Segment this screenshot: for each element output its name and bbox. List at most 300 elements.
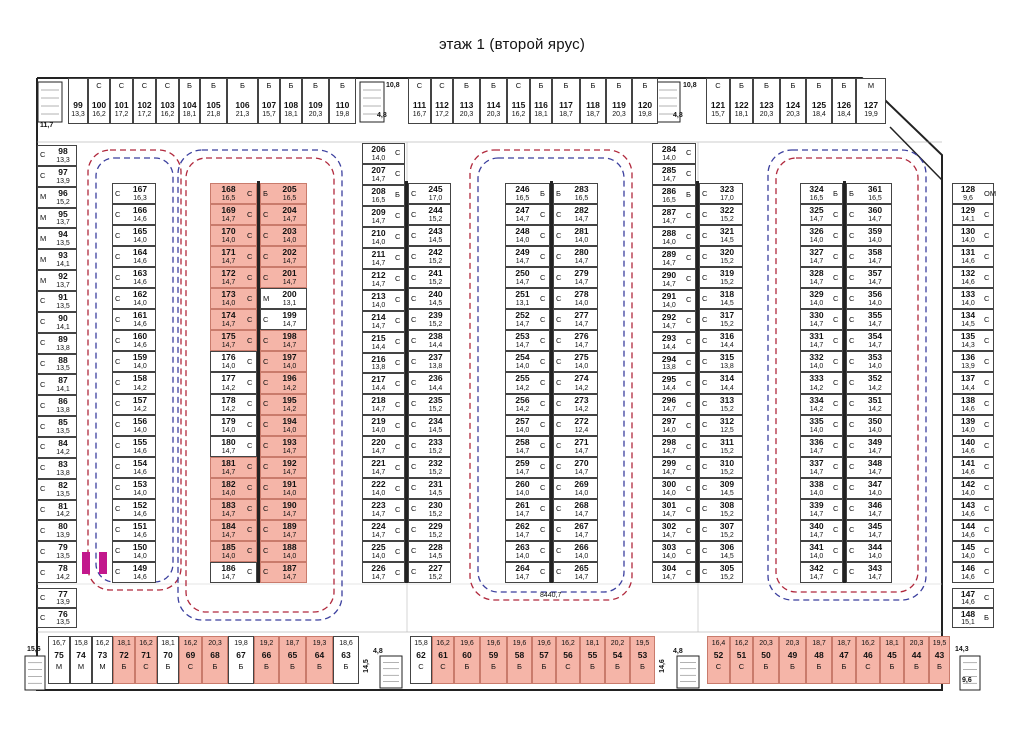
parking-space[interactable]: [952, 499, 994, 520]
parking-space[interactable]: [37, 333, 77, 354]
parking-space[interactable]: [112, 499, 156, 520]
parking-space[interactable]: [952, 309, 994, 330]
parking-space[interactable]: [480, 78, 507, 124]
parking-space[interactable]: [952, 394, 994, 415]
parking-space[interactable]: [408, 78, 431, 124]
parking-space[interactable]: [113, 636, 135, 684]
parking-space[interactable]: [952, 183, 997, 204]
parking-space[interactable]: [800, 394, 843, 415]
parking-space[interactable]: [505, 415, 550, 436]
parking-space[interactable]: [37, 270, 77, 291]
parking-space[interactable]: [362, 541, 405, 562]
parking-space[interactable]: [652, 520, 696, 541]
parking-space[interactable]: [362, 499, 405, 520]
parking-space[interactable]: [800, 246, 843, 267]
parking-space[interactable]: [362, 206, 405, 227]
parking-space[interactable]: [112, 415, 156, 436]
parking-space[interactable]: [260, 415, 307, 436]
parking-space[interactable]: [652, 185, 696, 206]
parking-space[interactable]: [652, 164, 696, 185]
parking-space[interactable]: [431, 78, 453, 124]
parking-space[interactable]: [408, 457, 451, 478]
parking-space[interactable]: [800, 562, 843, 583]
parking-space[interactable]: [806, 78, 832, 124]
parking-space[interactable]: [432, 636, 454, 684]
parking-space[interactable]: [280, 78, 302, 124]
parking-space[interactable]: [37, 479, 77, 500]
parking-space[interactable]: [780, 78, 806, 124]
parking-space[interactable]: [210, 267, 257, 288]
parking-space[interactable]: [408, 288, 451, 309]
parking-space[interactable]: [846, 288, 892, 309]
parking-space[interactable]: [505, 309, 550, 330]
parking-space[interactable]: [260, 541, 307, 562]
parking-space[interactable]: [179, 78, 200, 124]
parking-space[interactable]: [904, 636, 929, 684]
parking-space[interactable]: [453, 78, 480, 124]
parking-space[interactable]: [800, 372, 843, 393]
parking-space[interactable]: [210, 436, 257, 457]
parking-space[interactable]: [779, 636, 806, 684]
parking-space[interactable]: [699, 436, 743, 457]
parking-space[interactable]: [362, 436, 405, 457]
parking-space[interactable]: [699, 246, 743, 267]
parking-space[interactable]: [210, 415, 257, 436]
parking-space[interactable]: [37, 416, 77, 437]
parking-space[interactable]: [260, 351, 307, 372]
parking-space[interactable]: [362, 248, 405, 269]
parking-space[interactable]: [553, 204, 598, 225]
parking-space[interactable]: [210, 562, 257, 583]
parking-space[interactable]: [260, 478, 307, 499]
parking-space[interactable]: [505, 225, 550, 246]
parking-space[interactable]: [505, 267, 550, 288]
parking-space[interactable]: [652, 415, 696, 436]
parking-space[interactable]: [552, 78, 580, 124]
parking-space[interactable]: [507, 636, 532, 684]
parking-space[interactable]: [699, 457, 743, 478]
parking-space[interactable]: [302, 78, 329, 124]
parking-space[interactable]: [699, 562, 743, 583]
parking-space[interactable]: [260, 330, 307, 351]
parking-space[interactable]: [553, 499, 598, 520]
parking-space[interactable]: [505, 499, 550, 520]
parking-space[interactable]: [260, 267, 307, 288]
parking-space[interactable]: [952, 562, 994, 583]
parking-space[interactable]: [699, 499, 743, 520]
parking-space[interactable]: [952, 351, 994, 372]
parking-space[interactable]: [505, 246, 550, 267]
parking-space[interactable]: [480, 636, 507, 684]
parking-space[interactable]: [200, 78, 227, 124]
parking-space[interactable]: [800, 436, 843, 457]
parking-space[interactable]: [112, 520, 156, 541]
parking-space[interactable]: [856, 78, 886, 124]
parking-space[interactable]: [408, 562, 451, 583]
parking-space[interactable]: [699, 372, 743, 393]
parking-space[interactable]: [952, 608, 994, 628]
parking-space[interactable]: [553, 541, 598, 562]
parking-space[interactable]: [362, 394, 405, 415]
parking-space[interactable]: [210, 204, 257, 225]
parking-space[interactable]: [260, 288, 307, 309]
parking-space[interactable]: [952, 288, 994, 309]
parking-space[interactable]: [707, 636, 730, 684]
parking-space[interactable]: [408, 330, 451, 351]
parking-space[interactable]: [652, 478, 696, 499]
parking-space[interactable]: [652, 248, 696, 269]
parking-space[interactable]: [846, 309, 892, 330]
parking-space[interactable]: [952, 267, 994, 288]
parking-space[interactable]: [505, 351, 550, 372]
parking-space[interactable]: [37, 166, 77, 187]
parking-space[interactable]: [37, 562, 77, 583]
parking-space[interactable]: [362, 143, 405, 164]
parking-space[interactable]: [800, 415, 843, 436]
parking-space[interactable]: [37, 541, 77, 562]
parking-space[interactable]: [652, 269, 696, 290]
parking-space[interactable]: [135, 636, 157, 684]
parking-space[interactable]: [408, 267, 451, 288]
parking-space[interactable]: [362, 562, 405, 583]
parking-space[interactable]: [112, 225, 156, 246]
parking-space[interactable]: [210, 394, 257, 415]
parking-space[interactable]: [553, 351, 598, 372]
parking-space[interactable]: [846, 394, 892, 415]
parking-space[interactable]: [800, 499, 843, 520]
parking-space[interactable]: [112, 267, 156, 288]
parking-space[interactable]: [505, 478, 550, 499]
parking-space[interactable]: [800, 330, 843, 351]
parking-space[interactable]: [112, 246, 156, 267]
parking-space[interactable]: [260, 372, 307, 393]
parking-space[interactable]: [37, 249, 77, 270]
parking-space[interactable]: [410, 636, 432, 684]
parking-space[interactable]: [580, 78, 606, 124]
parking-space[interactable]: [846, 436, 892, 457]
parking-space[interactable]: [210, 246, 257, 267]
parking-space[interactable]: [507, 78, 530, 124]
parking-space[interactable]: [800, 541, 843, 562]
parking-space[interactable]: [362, 164, 405, 185]
parking-space[interactable]: [333, 636, 359, 684]
parking-space[interactable]: [408, 246, 451, 267]
parking-space[interactable]: [92, 636, 113, 684]
parking-space[interactable]: [652, 311, 696, 332]
parking-space[interactable]: [408, 225, 451, 246]
parking-space[interactable]: [846, 457, 892, 478]
parking-space[interactable]: [260, 183, 307, 204]
parking-space[interactable]: [632, 78, 658, 124]
parking-space[interactable]: [210, 309, 257, 330]
parking-space[interactable]: [630, 636, 655, 684]
parking-space[interactable]: [580, 636, 605, 684]
parking-space[interactable]: [362, 415, 405, 436]
parking-space[interactable]: [846, 225, 892, 246]
parking-space[interactable]: [37, 437, 77, 458]
parking-space[interactable]: [37, 291, 77, 312]
parking-space[interactable]: [112, 288, 156, 309]
parking-space[interactable]: [157, 636, 179, 684]
parking-space[interactable]: [800, 478, 843, 499]
parking-space[interactable]: [532, 636, 556, 684]
parking-space[interactable]: [553, 225, 598, 246]
parking-space[interactable]: [408, 351, 451, 372]
parking-space[interactable]: [699, 183, 743, 204]
parking-space[interactable]: [846, 267, 892, 288]
parking-space[interactable]: [553, 415, 598, 436]
parking-space[interactable]: [210, 457, 257, 478]
parking-space[interactable]: [846, 330, 892, 351]
parking-space[interactable]: [88, 78, 110, 124]
parking-space[interactable]: [279, 636, 306, 684]
parking-space[interactable]: [846, 541, 892, 562]
parking-space[interactable]: [362, 373, 405, 394]
parking-space[interactable]: [553, 309, 598, 330]
parking-space[interactable]: [112, 541, 156, 562]
parking-space[interactable]: [37, 354, 77, 375]
parking-space[interactable]: [362, 332, 405, 353]
parking-space[interactable]: [48, 636, 70, 684]
parking-space[interactable]: [699, 478, 743, 499]
parking-space[interactable]: [210, 330, 257, 351]
parking-space[interactable]: [408, 309, 451, 330]
parking-space[interactable]: [179, 636, 202, 684]
parking-space[interactable]: [832, 78, 856, 124]
parking-space[interactable]: [553, 436, 598, 457]
parking-space[interactable]: [260, 394, 307, 415]
parking-space[interactable]: [505, 520, 550, 541]
parking-space[interactable]: [112, 478, 156, 499]
parking-space[interactable]: [753, 636, 779, 684]
parking-space[interactable]: [553, 246, 598, 267]
parking-space[interactable]: [846, 204, 892, 225]
parking-space[interactable]: [362, 185, 405, 206]
parking-space[interactable]: [505, 436, 550, 457]
parking-space[interactable]: [699, 520, 743, 541]
parking-space[interactable]: [606, 78, 632, 124]
parking-space[interactable]: [37, 312, 77, 333]
parking-space[interactable]: [553, 520, 598, 541]
parking-space[interactable]: [699, 309, 743, 330]
parking-space[interactable]: [454, 636, 480, 684]
parking-space[interactable]: [112, 183, 156, 204]
parking-space[interactable]: [652, 436, 696, 457]
parking-space[interactable]: [800, 183, 843, 204]
parking-space[interactable]: [408, 415, 451, 436]
parking-space[interactable]: [699, 330, 743, 351]
parking-space[interactable]: [37, 395, 77, 416]
parking-space[interactable]: [210, 288, 257, 309]
parking-space[interactable]: [260, 562, 307, 583]
parking-space[interactable]: [408, 204, 451, 225]
parking-space[interactable]: [505, 183, 550, 204]
parking-space[interactable]: [553, 457, 598, 478]
parking-space[interactable]: [505, 204, 550, 225]
parking-space[interactable]: [408, 499, 451, 520]
parking-space[interactable]: [112, 204, 156, 225]
parking-space[interactable]: [260, 309, 307, 330]
parking-space[interactable]: [699, 541, 743, 562]
parking-space[interactable]: [210, 183, 257, 204]
parking-space[interactable]: [37, 208, 77, 229]
parking-space[interactable]: [112, 309, 156, 330]
parking-space[interactable]: [505, 372, 550, 393]
parking-space[interactable]: [210, 478, 257, 499]
parking-space[interactable]: [800, 204, 843, 225]
parking-space[interactable]: [362, 290, 405, 311]
parking-space[interactable]: [553, 478, 598, 499]
parking-space[interactable]: [652, 332, 696, 353]
parking-space[interactable]: [800, 225, 843, 246]
parking-space[interactable]: [846, 183, 892, 204]
parking-space[interactable]: [408, 478, 451, 499]
parking-space[interactable]: [846, 562, 892, 583]
parking-space[interactable]: [505, 288, 550, 309]
parking-space[interactable]: [112, 436, 156, 457]
parking-space[interactable]: [260, 246, 307, 267]
parking-space[interactable]: [652, 373, 696, 394]
parking-space[interactable]: [652, 353, 696, 374]
parking-space[interactable]: [699, 225, 743, 246]
parking-space[interactable]: [362, 353, 405, 374]
parking-space[interactable]: [952, 436, 994, 457]
parking-space[interactable]: [846, 351, 892, 372]
parking-space[interactable]: [260, 457, 307, 478]
parking-space[interactable]: [37, 458, 77, 479]
parking-space[interactable]: [652, 457, 696, 478]
parking-space[interactable]: [505, 541, 550, 562]
parking-space[interactable]: [699, 204, 743, 225]
parking-space[interactable]: [37, 228, 77, 249]
parking-space[interactable]: [112, 562, 156, 583]
parking-space[interactable]: [210, 225, 257, 246]
parking-space[interactable]: [800, 288, 843, 309]
parking-space[interactable]: [306, 636, 333, 684]
parking-space[interactable]: [408, 183, 451, 204]
parking-space[interactable]: [699, 394, 743, 415]
parking-space[interactable]: [553, 330, 598, 351]
parking-space[interactable]: [505, 330, 550, 351]
parking-space[interactable]: [505, 457, 550, 478]
parking-space[interactable]: [846, 415, 892, 436]
parking-space[interactable]: [652, 206, 696, 227]
parking-space[interactable]: [880, 636, 904, 684]
parking-space[interactable]: [699, 288, 743, 309]
parking-space[interactable]: [260, 225, 307, 246]
parking-space[interactable]: [800, 351, 843, 372]
parking-space[interactable]: [37, 187, 77, 208]
parking-space[interactable]: [505, 394, 550, 415]
parking-space[interactable]: [68, 78, 88, 124]
parking-space[interactable]: [408, 394, 451, 415]
parking-space[interactable]: [553, 372, 598, 393]
parking-space[interactable]: [832, 636, 856, 684]
parking-space[interactable]: [70, 636, 92, 684]
parking-space[interactable]: [202, 636, 228, 684]
parking-space[interactable]: [408, 436, 451, 457]
parking-space[interactable]: [652, 541, 696, 562]
parking-space[interactable]: [260, 520, 307, 541]
parking-space[interactable]: [556, 636, 580, 684]
parking-space[interactable]: [699, 415, 743, 436]
parking-space[interactable]: [800, 520, 843, 541]
parking-space[interactable]: [699, 267, 743, 288]
parking-space[interactable]: [210, 351, 257, 372]
parking-space[interactable]: [553, 288, 598, 309]
parking-space[interactable]: [952, 457, 994, 478]
parking-space[interactable]: [800, 457, 843, 478]
parking-space[interactable]: [112, 330, 156, 351]
parking-space[interactable]: [37, 588, 77, 608]
parking-space[interactable]: [553, 183, 598, 204]
parking-space[interactable]: [699, 351, 743, 372]
parking-space[interactable]: [530, 78, 552, 124]
parking-space[interactable]: [329, 78, 356, 124]
parking-space[interactable]: [952, 225, 994, 246]
parking-space[interactable]: [952, 588, 994, 608]
parking-space[interactable]: [260, 436, 307, 457]
parking-space[interactable]: [112, 351, 156, 372]
parking-space[interactable]: [730, 636, 753, 684]
parking-space[interactable]: [730, 78, 753, 124]
parking-space[interactable]: [37, 374, 77, 395]
parking-space[interactable]: [112, 372, 156, 393]
parking-space[interactable]: [856, 636, 880, 684]
parking-space[interactable]: [652, 143, 696, 164]
parking-space[interactable]: [112, 457, 156, 478]
parking-space[interactable]: [37, 145, 77, 166]
parking-space[interactable]: [133, 78, 156, 124]
parking-space[interactable]: [952, 478, 994, 499]
parking-space[interactable]: [228, 636, 254, 684]
parking-space[interactable]: [37, 520, 77, 541]
parking-space[interactable]: [929, 636, 950, 684]
parking-space[interactable]: [362, 457, 405, 478]
parking-space[interactable]: [362, 269, 405, 290]
parking-space[interactable]: [800, 309, 843, 330]
parking-space[interactable]: [952, 246, 994, 267]
parking-space[interactable]: [254, 636, 279, 684]
parking-space[interactable]: [952, 541, 994, 562]
parking-space[interactable]: [652, 394, 696, 415]
parking-space[interactable]: [846, 478, 892, 499]
parking-space[interactable]: [952, 520, 994, 541]
parking-space[interactable]: [408, 520, 451, 541]
parking-space[interactable]: [362, 520, 405, 541]
parking-space[interactable]: [37, 500, 77, 521]
parking-space[interactable]: [553, 267, 598, 288]
parking-space[interactable]: [652, 227, 696, 248]
parking-space[interactable]: [156, 78, 179, 124]
parking-space[interactable]: [952, 372, 994, 393]
parking-space[interactable]: [210, 541, 257, 562]
parking-space[interactable]: [258, 78, 280, 124]
parking-space[interactable]: [408, 541, 451, 562]
parking-space[interactable]: [952, 415, 994, 436]
parking-space[interactable]: [846, 520, 892, 541]
parking-space[interactable]: [846, 499, 892, 520]
parking-space[interactable]: [652, 290, 696, 311]
parking-space[interactable]: [753, 78, 780, 124]
parking-space[interactable]: [112, 394, 156, 415]
parking-space[interactable]: [605, 636, 630, 684]
parking-space[interactable]: [846, 372, 892, 393]
parking-space[interactable]: [652, 499, 696, 520]
parking-space[interactable]: [260, 204, 307, 225]
parking-space[interactable]: [800, 267, 843, 288]
parking-space[interactable]: [952, 330, 994, 351]
